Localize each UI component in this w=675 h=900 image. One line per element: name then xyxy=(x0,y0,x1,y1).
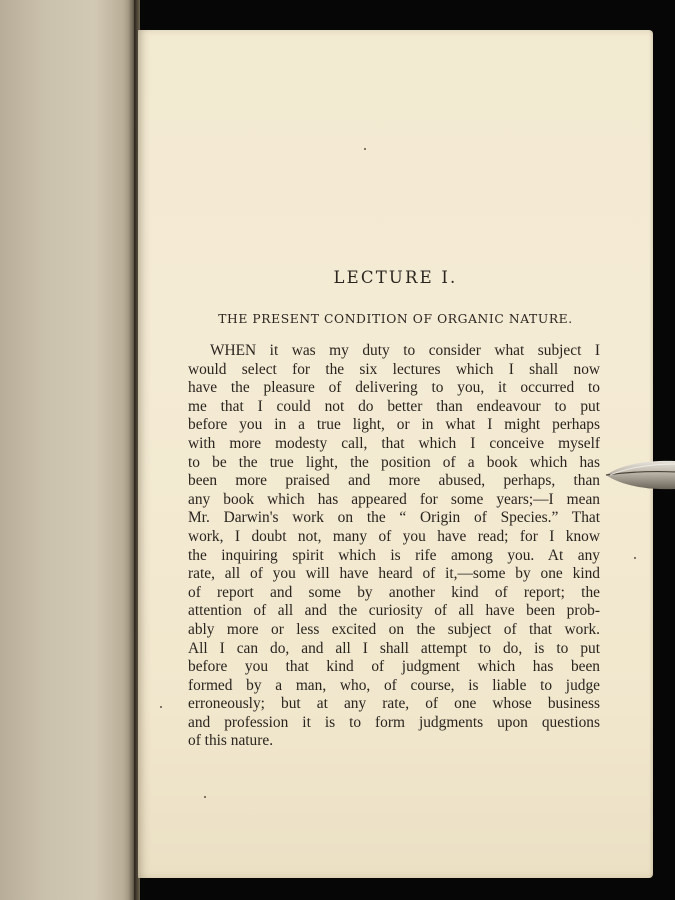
text-line: any book which has appeared for some years;—I mean xyxy=(188,490,600,508)
text-line: Mr. Darwin's work on the “ Origin of Species.” That xyxy=(188,509,600,527)
lecture-heading: LECTURE I. xyxy=(333,268,458,287)
page-marker-clip xyxy=(604,458,675,492)
paper-speck xyxy=(634,557,636,559)
text-line: before you that kind of judgment which has been xyxy=(188,658,600,676)
text-line: before you in a true light, or in what I might perhaps xyxy=(188,416,600,434)
text-line: erroneously; but at any rate, of one whose business xyxy=(188,695,600,713)
text-line: and profession it is to form judgments upon questions xyxy=(188,713,600,731)
text-line: of this nature. xyxy=(188,732,274,750)
text-line: WHEN it was my duty to consider what subject I xyxy=(210,342,600,359)
lecture-subheading: THE PRESENT CONDITION OF ORGANIC NATURE. xyxy=(218,312,573,326)
page-edge-shadow xyxy=(649,30,653,878)
text-line: rate, all of you will have heard of it,—some by one kind xyxy=(188,565,600,583)
text-line: ably more or less excited on the subject of that work. xyxy=(188,620,600,638)
text-line: me that I could not do better than endeavour to put xyxy=(188,397,600,415)
paper-speck xyxy=(364,148,366,150)
left-facing-page xyxy=(0,0,134,900)
text-line: have the pleasure of delivering to you, it occurred to xyxy=(188,379,600,397)
text-line: been more praised and more abused, perhaps, than xyxy=(188,472,600,490)
text-line: of report and some by another kind of report; the xyxy=(188,583,600,601)
book-page xyxy=(138,30,653,878)
text-line: the inquiring spirit which is rife among you. At any xyxy=(188,546,600,564)
text-line: All I can do, and all I shall attempt to do, is to put xyxy=(188,639,600,657)
text-line: formed by a man, who, of course, is liable to judge xyxy=(188,676,600,694)
text-line: attention of all and the curiosity of all have been prob- xyxy=(188,602,600,620)
text-line: with more modesty call, that which I conceive myself xyxy=(188,434,600,452)
paper-speck xyxy=(160,706,162,708)
text-line: work, I doubt not, many of you have read; for I know xyxy=(188,527,600,545)
body-paragraph xyxy=(188,342,600,751)
paper-speck xyxy=(204,796,206,798)
text-line: to be the true light, the position of a book which has xyxy=(188,453,600,471)
text-line: would select for the six lectures which I shall now xyxy=(188,360,600,378)
